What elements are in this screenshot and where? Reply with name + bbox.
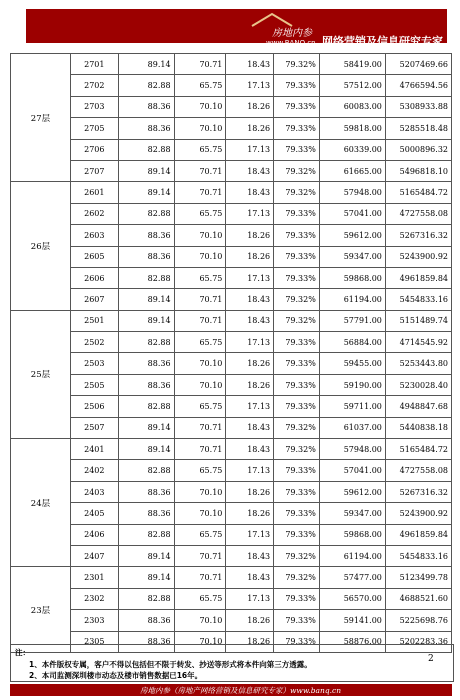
value-cell: 82.88 bbox=[118, 139, 174, 160]
value-cell: 18.43 bbox=[226, 289, 274, 310]
table-row bbox=[11, 310, 452, 331]
value-cell: 59612.00 bbox=[319, 481, 385, 502]
value-cell: 18.26 bbox=[226, 96, 274, 117]
room-number-cell: 2602 bbox=[70, 203, 118, 224]
value-cell: 4727558.08 bbox=[385, 460, 451, 481]
value-cell: 59347.00 bbox=[319, 246, 385, 267]
value-cell: 59711.00 bbox=[319, 396, 385, 417]
value-cell: 79.33% bbox=[274, 610, 320, 631]
value-cell: 79.32% bbox=[274, 54, 320, 75]
room-number-cell: 2305 bbox=[70, 631, 118, 652]
value-cell: 70.10 bbox=[174, 631, 226, 652]
value-cell: 5165484.72 bbox=[385, 439, 451, 460]
room-number-cell: 2606 bbox=[70, 267, 118, 288]
value-cell: 5230028.40 bbox=[385, 374, 451, 395]
room-number-cell: 2502 bbox=[70, 332, 118, 353]
page-number: 2 bbox=[428, 654, 434, 664]
value-cell: 79.32% bbox=[274, 439, 320, 460]
value-cell: 79.32% bbox=[274, 160, 320, 181]
value-cell: 65.75 bbox=[174, 203, 226, 224]
value-cell: 5267316.32 bbox=[385, 481, 451, 502]
room-number-cell: 2507 bbox=[70, 417, 118, 438]
value-cell: 79.33% bbox=[274, 75, 320, 96]
value-cell: 89.14 bbox=[118, 160, 174, 181]
table-row bbox=[11, 524, 452, 545]
table-row bbox=[11, 439, 452, 460]
room-number-cell: 2501 bbox=[70, 310, 118, 331]
footer-text: 房地内参（房地产网络营销及信息研究专家）www.banq.cn bbox=[140, 686, 342, 695]
value-cell: 5123499.78 bbox=[385, 567, 451, 588]
value-cell: 79.33% bbox=[274, 588, 320, 609]
value-cell: 5285518.48 bbox=[385, 118, 451, 139]
value-cell: 5496818.10 bbox=[385, 160, 451, 181]
value-cell: 59612.00 bbox=[319, 225, 385, 246]
value-cell: 18.43 bbox=[226, 567, 274, 588]
table-row bbox=[11, 332, 452, 353]
room-number-cell: 2403 bbox=[70, 481, 118, 502]
value-cell: 82.88 bbox=[118, 588, 174, 609]
floor-label: 27层 bbox=[11, 54, 71, 182]
value-cell: 82.88 bbox=[118, 75, 174, 96]
value-cell: 70.10 bbox=[174, 481, 226, 502]
table-row bbox=[11, 481, 452, 502]
room-number-cell: 2601 bbox=[70, 182, 118, 203]
value-cell: 5225698.76 bbox=[385, 610, 451, 631]
floor-label: 25层 bbox=[11, 310, 71, 438]
value-cell: 79.33% bbox=[274, 481, 320, 502]
value-cell: 60339.00 bbox=[319, 139, 385, 160]
value-cell: 59818.00 bbox=[319, 118, 385, 139]
value-cell: 18.26 bbox=[226, 374, 274, 395]
value-cell: 18.26 bbox=[226, 481, 274, 502]
room-number-cell: 2406 bbox=[70, 524, 118, 545]
value-cell: 17.13 bbox=[226, 139, 274, 160]
value-cell: 59455.00 bbox=[319, 353, 385, 374]
table-row bbox=[11, 182, 452, 203]
value-cell: 17.13 bbox=[226, 524, 274, 545]
value-cell: 79.32% bbox=[274, 567, 320, 588]
value-cell: 61194.00 bbox=[319, 545, 385, 566]
value-cell: 79.33% bbox=[274, 139, 320, 160]
table-row bbox=[11, 545, 452, 566]
room-number-cell: 2603 bbox=[70, 225, 118, 246]
value-cell: 57948.00 bbox=[319, 182, 385, 203]
value-cell: 18.26 bbox=[226, 118, 274, 139]
value-cell: 17.13 bbox=[226, 203, 274, 224]
value-cell: 89.14 bbox=[118, 54, 174, 75]
value-cell: 89.14 bbox=[118, 182, 174, 203]
value-cell: 65.75 bbox=[174, 139, 226, 160]
value-cell: 17.13 bbox=[226, 332, 274, 353]
value-cell: 79.33% bbox=[274, 503, 320, 524]
value-cell: 58419.00 bbox=[319, 54, 385, 75]
value-cell: 88.36 bbox=[118, 353, 174, 374]
value-cell: 60083.00 bbox=[319, 96, 385, 117]
floor-label: 23层 bbox=[11, 567, 71, 653]
logo-url: www.BANQ.cn bbox=[266, 39, 316, 47]
value-cell: 57512.00 bbox=[319, 75, 385, 96]
room-number-cell: 2705 bbox=[70, 118, 118, 139]
value-cell: 18.43 bbox=[226, 54, 274, 75]
value-cell: 79.32% bbox=[274, 545, 320, 566]
value-cell: 18.26 bbox=[226, 246, 274, 267]
table-row bbox=[11, 96, 452, 117]
value-cell: 5165484.72 bbox=[385, 182, 451, 203]
value-cell: 82.88 bbox=[118, 332, 174, 353]
value-cell: 17.13 bbox=[226, 396, 274, 417]
value-cell: 70.10 bbox=[174, 96, 226, 117]
logo-text: 房地内参 bbox=[272, 28, 312, 39]
value-cell: 70.71 bbox=[174, 545, 226, 566]
table-row bbox=[11, 75, 452, 96]
value-cell: 88.36 bbox=[118, 503, 174, 524]
table-row bbox=[11, 353, 452, 374]
value-cell: 59141.00 bbox=[319, 610, 385, 631]
value-cell: 57948.00 bbox=[319, 439, 385, 460]
room-number-cell: 2701 bbox=[70, 54, 118, 75]
value-cell: 70.10 bbox=[174, 610, 226, 631]
value-cell: 79.33% bbox=[274, 118, 320, 139]
value-cell: 70.71 bbox=[174, 439, 226, 460]
value-cell: 65.75 bbox=[174, 524, 226, 545]
value-cell: 5207469.66 bbox=[385, 54, 451, 75]
value-cell: 70.10 bbox=[174, 353, 226, 374]
value-cell: 79.33% bbox=[274, 203, 320, 224]
value-cell: 4961859.84 bbox=[385, 524, 451, 545]
value-cell: 4714545.92 bbox=[385, 332, 451, 353]
value-cell: 70.10 bbox=[174, 246, 226, 267]
value-cell: 5454833.16 bbox=[385, 545, 451, 566]
room-number-cell: 2505 bbox=[70, 374, 118, 395]
value-cell: 70.10 bbox=[174, 503, 226, 524]
value-cell: 4961859.84 bbox=[385, 267, 451, 288]
value-cell: 17.13 bbox=[226, 588, 274, 609]
value-cell: 82.88 bbox=[118, 267, 174, 288]
value-cell: 17.13 bbox=[226, 460, 274, 481]
table-row bbox=[11, 417, 452, 438]
table-row bbox=[11, 203, 452, 224]
room-number-cell: 2302 bbox=[70, 588, 118, 609]
value-cell: 79.33% bbox=[274, 353, 320, 374]
value-cell: 18.43 bbox=[226, 160, 274, 181]
value-cell: 70.10 bbox=[174, 225, 226, 246]
value-cell: 79.32% bbox=[274, 310, 320, 331]
price-table bbox=[10, 53, 452, 653]
value-cell: 70.71 bbox=[174, 289, 226, 310]
room-number-cell: 2607 bbox=[70, 289, 118, 310]
table-row bbox=[11, 588, 452, 609]
value-cell: 88.36 bbox=[118, 225, 174, 246]
table-row bbox=[11, 246, 452, 267]
value-cell: 18.43 bbox=[226, 310, 274, 331]
value-cell: 89.14 bbox=[118, 417, 174, 438]
value-cell: 5202283.36 bbox=[385, 631, 451, 652]
value-cell: 89.14 bbox=[118, 310, 174, 331]
table-row bbox=[11, 610, 452, 631]
table-row bbox=[11, 374, 452, 395]
room-number-cell: 2301 bbox=[70, 567, 118, 588]
value-cell: 89.14 bbox=[118, 439, 174, 460]
value-cell: 79.33% bbox=[274, 332, 320, 353]
room-number-cell: 2402 bbox=[70, 460, 118, 481]
value-cell: 70.71 bbox=[174, 54, 226, 75]
value-cell: 79.33% bbox=[274, 396, 320, 417]
value-cell: 89.14 bbox=[118, 289, 174, 310]
room-number-cell: 2401 bbox=[70, 439, 118, 460]
value-cell: 79.32% bbox=[274, 182, 320, 203]
value-cell: 57791.00 bbox=[319, 310, 385, 331]
value-cell: 56570.00 bbox=[319, 588, 385, 609]
value-cell: 65.75 bbox=[174, 332, 226, 353]
value-cell: 5000896.32 bbox=[385, 139, 451, 160]
value-cell: 65.75 bbox=[174, 588, 226, 609]
value-cell: 18.43 bbox=[226, 439, 274, 460]
value-cell: 57041.00 bbox=[319, 203, 385, 224]
value-cell: 88.36 bbox=[118, 481, 174, 502]
room-number-cell: 2503 bbox=[70, 353, 118, 374]
value-cell: 4688521.60 bbox=[385, 588, 451, 609]
value-cell: 18.43 bbox=[226, 545, 274, 566]
value-cell: 70.71 bbox=[174, 182, 226, 203]
value-cell: 70.71 bbox=[174, 417, 226, 438]
value-cell: 5267316.32 bbox=[385, 225, 451, 246]
value-cell: 88.36 bbox=[118, 118, 174, 139]
value-cell: 4766594.56 bbox=[385, 75, 451, 96]
value-cell: 79.32% bbox=[274, 289, 320, 310]
value-cell: 82.88 bbox=[118, 396, 174, 417]
value-cell: 56884.00 bbox=[319, 332, 385, 353]
value-cell: 61037.00 bbox=[319, 417, 385, 438]
table-row bbox=[11, 225, 452, 246]
table-row bbox=[11, 160, 452, 181]
value-cell: 5253443.80 bbox=[385, 353, 451, 374]
value-cell: 79.33% bbox=[274, 374, 320, 395]
price-table-body bbox=[11, 54, 452, 653]
value-cell: 18.26 bbox=[226, 353, 274, 374]
value-cell: 82.88 bbox=[118, 203, 174, 224]
table-row bbox=[11, 267, 452, 288]
room-number-cell: 2303 bbox=[70, 610, 118, 631]
floor-label: 24层 bbox=[11, 439, 71, 567]
value-cell: 59868.00 bbox=[319, 524, 385, 545]
room-number-cell: 2703 bbox=[70, 96, 118, 117]
table-row bbox=[11, 139, 452, 160]
value-cell: 89.14 bbox=[118, 545, 174, 566]
value-cell: 82.88 bbox=[118, 460, 174, 481]
value-cell: 18.26 bbox=[226, 503, 274, 524]
value-cell: 59868.00 bbox=[319, 267, 385, 288]
value-cell: 17.13 bbox=[226, 75, 274, 96]
value-cell: 79.33% bbox=[274, 267, 320, 288]
table-row bbox=[11, 460, 452, 481]
value-cell: 18.26 bbox=[226, 631, 274, 652]
value-cell: 88.36 bbox=[118, 374, 174, 395]
table-row bbox=[11, 396, 452, 417]
value-cell: 5308933.88 bbox=[385, 96, 451, 117]
value-cell: 59190.00 bbox=[319, 374, 385, 395]
value-cell: 5440838.18 bbox=[385, 417, 451, 438]
value-cell: 18.26 bbox=[226, 610, 274, 631]
value-cell: 61665.00 bbox=[319, 160, 385, 181]
room-number-cell: 2706 bbox=[70, 139, 118, 160]
value-cell: 70.10 bbox=[174, 374, 226, 395]
value-cell: 58876.00 bbox=[319, 631, 385, 652]
room-number-cell: 2405 bbox=[70, 503, 118, 524]
notes-heading: 注： bbox=[15, 648, 30, 657]
table-row bbox=[11, 567, 452, 588]
notes-box bbox=[10, 644, 454, 682]
value-cell: 18.43 bbox=[226, 417, 274, 438]
value-cell: 65.75 bbox=[174, 460, 226, 481]
table-row bbox=[11, 118, 452, 139]
value-cell: 70.71 bbox=[174, 567, 226, 588]
value-cell: 79.33% bbox=[274, 225, 320, 246]
room-number-cell: 2506 bbox=[70, 396, 118, 417]
room-number-cell: 2407 bbox=[70, 545, 118, 566]
value-cell: 88.36 bbox=[118, 96, 174, 117]
value-cell: 61194.00 bbox=[319, 289, 385, 310]
note-item: 2、本司监测深圳楼市动态及楼市销售数据已16年。 bbox=[29, 671, 203, 680]
value-cell: 70.71 bbox=[174, 310, 226, 331]
value-cell: 79.33% bbox=[274, 460, 320, 481]
value-cell: 79.33% bbox=[274, 524, 320, 545]
logo bbox=[250, 16, 320, 46]
table-row bbox=[11, 54, 452, 75]
value-cell: 88.36 bbox=[118, 610, 174, 631]
table-row bbox=[11, 289, 452, 310]
value-cell: 65.75 bbox=[174, 267, 226, 288]
header-title: 网络营销及信息研究专家 bbox=[322, 35, 443, 48]
value-cell: 79.33% bbox=[274, 631, 320, 652]
value-cell: 57041.00 bbox=[319, 460, 385, 481]
value-cell: 65.75 bbox=[174, 396, 226, 417]
room-number-cell: 2702 bbox=[70, 75, 118, 96]
value-cell: 70.10 bbox=[174, 118, 226, 139]
value-cell: 5243900.92 bbox=[385, 503, 451, 524]
value-cell: 4727558.08 bbox=[385, 203, 451, 224]
value-cell: 57477.00 bbox=[319, 567, 385, 588]
value-cell: 79.33% bbox=[274, 246, 320, 267]
room-number-cell: 2605 bbox=[70, 246, 118, 267]
value-cell: 88.36 bbox=[118, 246, 174, 267]
value-cell: 5151489.74 bbox=[385, 310, 451, 331]
value-cell: 89.14 bbox=[118, 567, 174, 588]
value-cell: 88.36 bbox=[118, 631, 174, 652]
value-cell: 65.75 bbox=[174, 75, 226, 96]
floor-label: 26层 bbox=[11, 182, 71, 310]
room-number-cell: 2707 bbox=[70, 160, 118, 181]
value-cell: 82.88 bbox=[118, 524, 174, 545]
value-cell: 17.13 bbox=[226, 267, 274, 288]
value-cell: 79.32% bbox=[274, 417, 320, 438]
value-cell: 70.71 bbox=[174, 160, 226, 181]
value-cell: 79.33% bbox=[274, 96, 320, 117]
value-cell: 18.43 bbox=[226, 182, 274, 203]
value-cell: 59347.00 bbox=[319, 503, 385, 524]
value-cell: 5454833.16 bbox=[385, 289, 451, 310]
value-cell: 5243900.92 bbox=[385, 246, 451, 267]
table-row bbox=[11, 503, 452, 524]
value-cell: 18.26 bbox=[226, 225, 274, 246]
note-item: 1、本件版权专属，客户不得以包括但不限于转发、抄送等形式将本件向第三方透露。 bbox=[29, 660, 312, 669]
value-cell: 4948847.68 bbox=[385, 396, 451, 417]
